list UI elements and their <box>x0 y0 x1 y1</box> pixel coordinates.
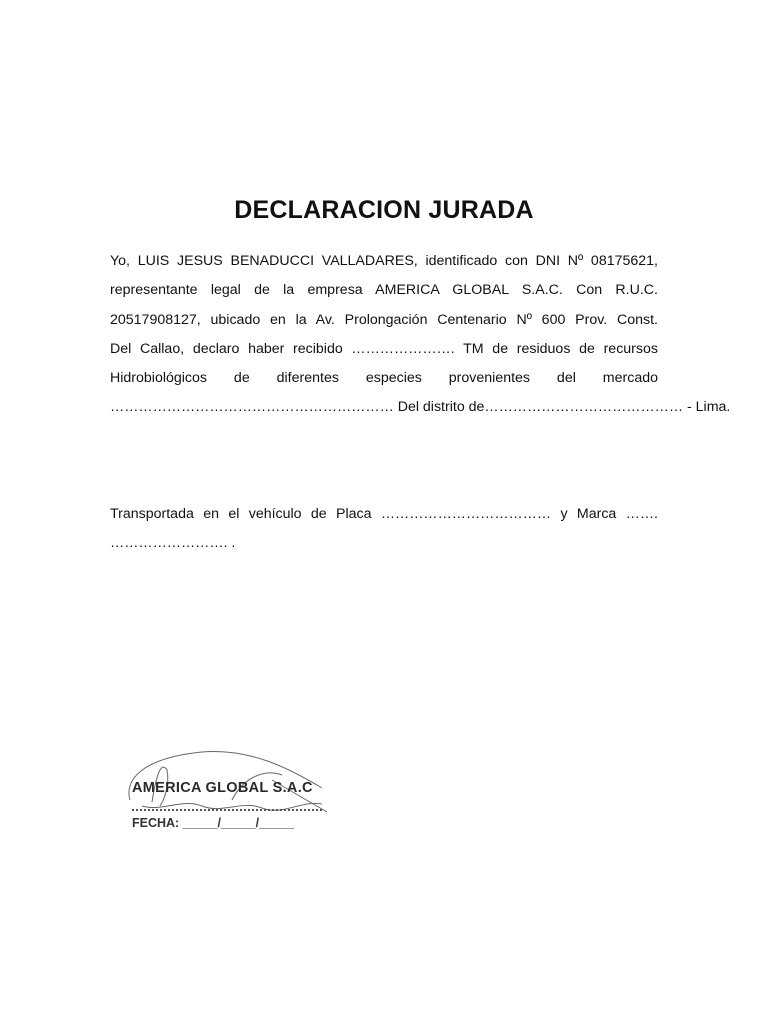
stamp-company-name: AMERICA GLOBAL S.A.C <box>132 780 313 796</box>
paragraph-line: …………………………………………………… Del distrito de…………………………………… - Lima. <box>110 399 731 416</box>
paragraph-line: Yo, LUIS JESUS BENADUCCI VALLADARES, identificado con DNI Nº 08175621, <box>110 253 658 269</box>
transport-paragraph <box>110 500 658 559</box>
paragraph-line: representante legal de la empresa AMERICA GLOBAL S.A.C. Con R.U.C. <box>110 282 658 299</box>
paragraph-line: ……………………. . <box>110 535 236 552</box>
paragraph-line: Transportada en el vehículo de Placa ……………………………… y Marca ……. <box>110 506 658 522</box>
company-stamp-signature <box>122 740 342 840</box>
paragraph-line: Del Callao, declaro haber recibido …………………. TM de residuos de recursos <box>110 340 658 357</box>
signature-line <box>132 809 322 811</box>
stamp-date-field: FECHA: _____/_____/_____ <box>132 816 294 830</box>
declaration-paragraph <box>110 247 731 423</box>
paragraph-line: Hidrobiológicos de diferentes especies provenientes del mercado <box>110 370 658 387</box>
document-title: DECLARACION JURADA <box>234 196 534 224</box>
paragraph-line: 20517908127, ubicado en la Av. Prolongación Centenario Nº 600 Prov. Const. <box>110 311 658 328</box>
